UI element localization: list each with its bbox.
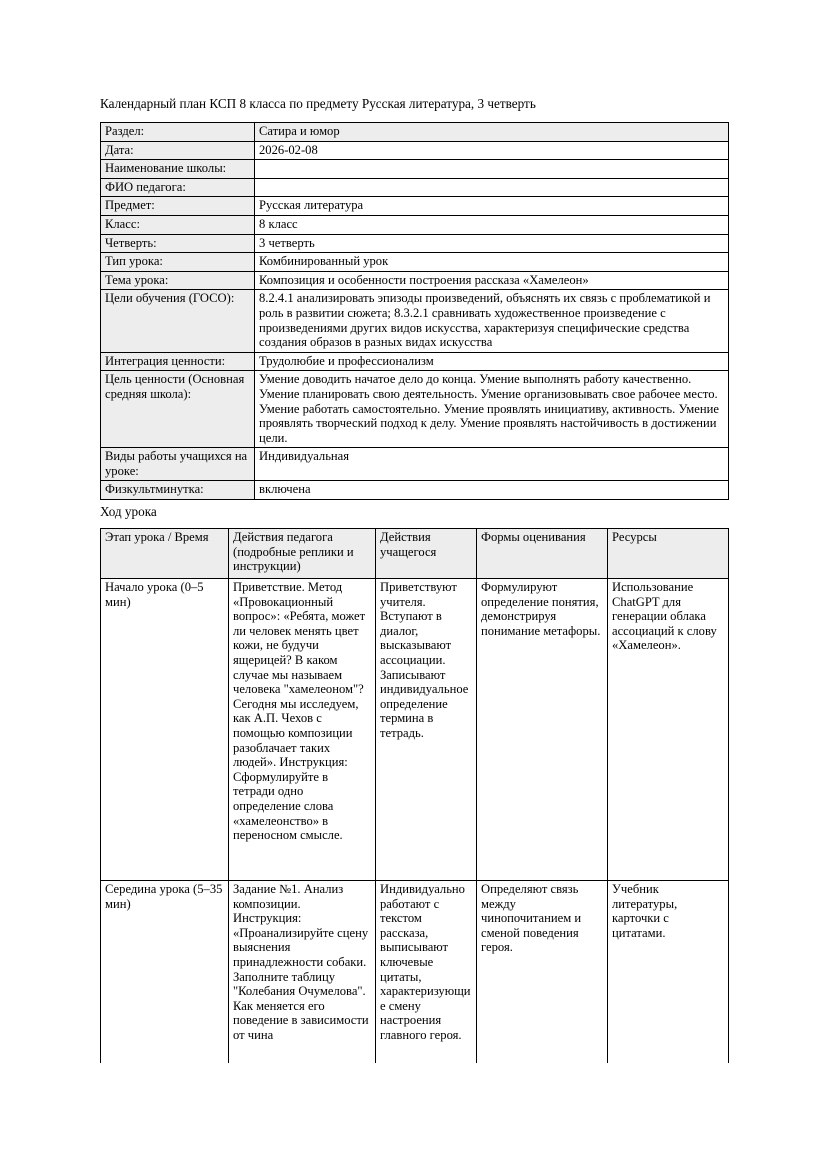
- info-label: Цели обучения (ГОСО):: [101, 290, 255, 352]
- info-value: 8 класс: [255, 215, 729, 234]
- cell-teacher-actions: Приветствие. Метод «Провокационный вопрос»: «Ребята, может ли человек менять цвет кожи, не будучи ящерицей? В каком случае мы называем человека "хамелеоном"? Сегодня мы исследуем, как А.П. Чехов с помощью композиции разоблачает таких людей». Инструкция: Сформулируйте в тетради одно определение слова «хамелеонство» в переносном смысле.: [229, 579, 376, 881]
- cell-teacher-actions: Задание №1. Анализ композиции. Инструкция: «Проанализируйте сцену выяснения принадлежности собаки. Заполните таблицу "Колебания Очумелова". Как меняется его поведение в зависимости от чина: [229, 881, 376, 1071]
- page-title: Календарный план КСП 8 класса по предмету Русская литература, 3 четверть: [100, 96, 536, 111]
- lesson-flow-table: [100, 528, 729, 1071]
- cell-student-actions: Индивидуально работают с текстом рассказа, выписывают ключевые цитаты, характеризующие смену настроения главного героя.: [376, 881, 477, 1071]
- info-label: Предмет:: [101, 197, 255, 216]
- info-value: Русская литература: [255, 197, 729, 216]
- info-value: Сатира и юмор: [255, 123, 729, 142]
- cell-stage: Середина урока (5–35 мин): [101, 881, 229, 1071]
- cell-resources: Использование ChatGPT для генерации облака ассоциаций к слову «Хамелеон».: [608, 579, 729, 881]
- table-row: [101, 481, 729, 500]
- table-row: [101, 579, 729, 881]
- info-value: включена: [255, 481, 729, 500]
- page-bottom-margin: [0, 1063, 827, 1170]
- column-header-teacher-actions: Действия педагога (подробные реплики и инструкции): [229, 529, 376, 579]
- info-value: Умение доводить начатое дело до конца. Умение выполнять работу качественно. Умение планировать свою деятельность. Умение организовывать свое рабочее место. Умение работать самостоятельно. Умение проявлять инициативу, активность. Умение проявлять творческий подход к делу. Умение проявлять настойчивость в достижении цели.: [255, 371, 729, 448]
- table-row: [101, 253, 729, 272]
- table-row: [101, 234, 729, 253]
- document-content: [100, 96, 728, 1071]
- column-header-assessment: Формы оценивания: [477, 529, 608, 579]
- column-header-stage: Этап урока / Время: [101, 529, 229, 579]
- table-row: [101, 290, 729, 352]
- cell-assessment: Определяют связь между чинопочитанием и сменой поведения героя.: [477, 881, 608, 1071]
- info-value: [255, 160, 729, 179]
- info-value: Композиция и особенности построения рассказа «Хамелеон»: [255, 271, 729, 290]
- table-row: [101, 141, 729, 160]
- info-label: Четверть:: [101, 234, 255, 253]
- table-header-row: [101, 529, 729, 579]
- info-value: 2026-02-08: [255, 141, 729, 160]
- lesson-info-body: [101, 123, 729, 500]
- info-value: Индивидуальная: [255, 448, 729, 481]
- column-header-student-actions: Действия учащегося: [376, 529, 477, 579]
- info-label: Наименование школы:: [101, 160, 255, 179]
- info-label: Виды работы учащихся на уроке:: [101, 448, 255, 481]
- lesson-info-table: [100, 122, 729, 500]
- column-header-resources: Ресурсы: [608, 529, 729, 579]
- table-row: [101, 160, 729, 179]
- section-heading-lesson-flow: Ход урока: [100, 504, 157, 520]
- info-label: Интеграция ценности:: [101, 352, 255, 371]
- info-value: 3 четверть: [255, 234, 729, 253]
- info-value: Комбинированный урок: [255, 253, 729, 272]
- table-row: [101, 123, 729, 142]
- table-row: [101, 448, 729, 481]
- info-value: Трудолюбие и профессионализм: [255, 352, 729, 371]
- table-row: [101, 881, 729, 1071]
- info-value: 8.2.4.1 анализировать эпизоды произведений, объяснять их связь с проблематикой и роль в развитии сюжета; 8.3.2.1 сравнивать художественное произведение с произведениями других видов искусства, характеризуя специфические средства создания образов в разных видах искусства: [255, 290, 729, 352]
- info-label: Дата:: [101, 141, 255, 160]
- lesson-flow-body: [101, 579, 729, 1071]
- info-value: [255, 178, 729, 197]
- table-row: [101, 178, 729, 197]
- table-row: [101, 371, 729, 448]
- cell-stage: Начало урока (0–5 мин): [101, 579, 229, 881]
- table-row: [101, 197, 729, 216]
- table-row: [101, 271, 729, 290]
- info-label: Раздел:: [101, 123, 255, 142]
- info-label: Тип урока:: [101, 253, 255, 272]
- info-label: Цель ценности (Основная средняя школа):: [101, 371, 255, 448]
- info-label: Класс:: [101, 215, 255, 234]
- cell-assessment: Формулируют определение понятия, демонстрируя понимание метафоры.: [477, 579, 608, 881]
- info-label: Физкультминутка:: [101, 481, 255, 500]
- cell-resources: Учебник литературы, карточки с цитатами.: [608, 881, 729, 1071]
- table-row: [101, 215, 729, 234]
- lesson-flow-header: [101, 529, 729, 579]
- cell-student-actions: Приветствуют учителя. Вступают в диалог, высказывают ассоциации. Записывают индивидуальное определение термина в тетрадь.: [376, 579, 477, 881]
- info-label: Тема урока:: [101, 271, 255, 290]
- info-label: ФИО педагога:: [101, 178, 255, 197]
- table-row: [101, 352, 729, 371]
